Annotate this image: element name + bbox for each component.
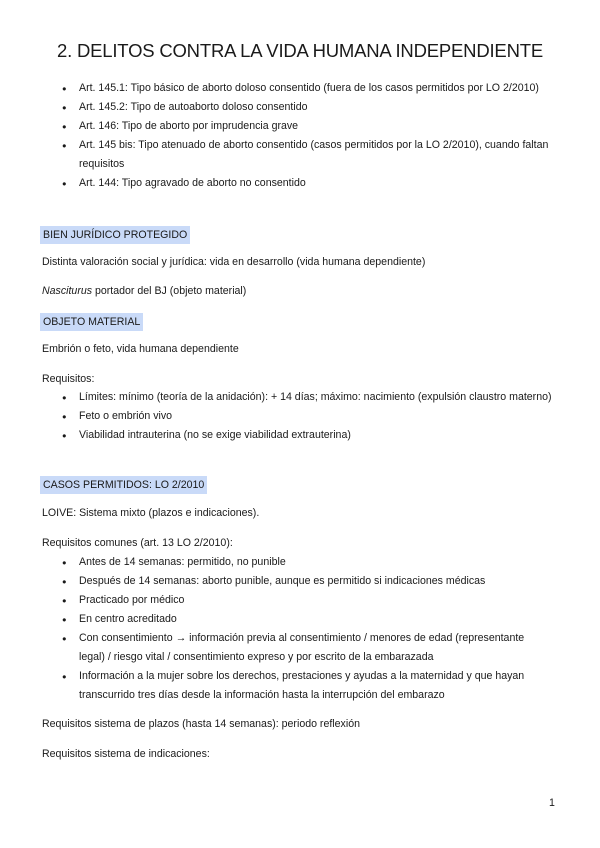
requisitos-comunes-label: Requisitos comunes (art. 13 LO 2/2010): xyxy=(42,537,233,549)
list-item: ● Art. 146: Tipo de aborto por imprudencia grave xyxy=(62,117,552,136)
page-title: 2. DELITOS CONTRA LA VIDA HUMANA INDEPENDIENTE xyxy=(57,40,543,61)
list-item: ● Art. 145.1: Tipo básico de aborto doloso consentido (fuera de los casos permitidos por LO 2/2010) xyxy=(62,79,552,98)
list-item: ● Art. 145.2: Tipo de autoaborto doloso consentido xyxy=(62,98,552,117)
paragraph-indicaciones: Requisitos sistema de indicaciones: xyxy=(42,748,210,760)
list-item: ● Feto o embrión vivo xyxy=(62,407,552,426)
paragraph: LOIVE: Sistema mixto (plazos e indicaciones). xyxy=(42,507,260,519)
list-item: ● Información a la mujer sobre los derechos, prestaciones y ayudas a la maternidad y que hayan transcurrido tres días desde la información hasta la interrupción del embarazo xyxy=(62,667,552,705)
list-item: ● Límites: mínimo (teoría de la anidación): + 14 días; máximo: nacimiento (expulsión claustro materno) xyxy=(62,388,552,407)
casos-requisitos-list xyxy=(62,553,552,705)
section-heading-casos-permitidos: CASOS PERMITIDOS: LO 2/2010 xyxy=(40,476,207,494)
paragraph-text: portador del BJ (objeto material) xyxy=(92,285,247,297)
paragraph: Distinta valoración social y jurídica: vida en desarrollo (vida humana dependiente) xyxy=(42,256,426,268)
page-number: 1 xyxy=(549,797,555,809)
list-item: ● Viabilidad intrauterina (no se exige viabilidad extrauterina) xyxy=(62,426,552,445)
paragraph-plazos: Requisitos sistema de plazos (hasta 14 semanas): periodo reflexión xyxy=(42,718,360,730)
objeto-requisitos-list xyxy=(62,388,552,445)
list-item: ● Después de 14 semanas: aborto punible, aunque es permitido si indicaciones médicas xyxy=(62,572,552,591)
intro-list xyxy=(62,79,552,193)
italic-term: Nasciturus xyxy=(42,285,93,297)
section-heading-bien-juridico: BIEN JURÍDICO PROTEGIDO xyxy=(40,226,190,244)
paragraph: Embrión o feto, vida humana dependiente xyxy=(42,343,239,355)
paragraph-nasciturus xyxy=(42,282,562,301)
section-heading-objeto-material: OBJETO MATERIAL xyxy=(40,313,143,331)
requisitos-label: Requisitos: xyxy=(42,373,95,385)
list-item: ● Art. 144: Tipo agravado de aborto no consentido xyxy=(62,174,552,193)
list-item: ● En centro acreditado xyxy=(62,610,552,629)
list-item: ● Practicado por médico xyxy=(62,591,552,610)
list-item: ● Con consentimiento → información previa al consentimiento / menores de edad (representante legal) / riesgo vital / consentimiento expreso y por escrito de la embarazada xyxy=(62,629,552,667)
list-item: ● Antes de 14 semanas: permitido, no punible xyxy=(62,553,552,572)
list-item: ● Art. 145 bis: Tipo atenuado de aborto consentido (casos permitidos por la LO 2/2010), cuando faltan requisitos xyxy=(62,136,552,174)
